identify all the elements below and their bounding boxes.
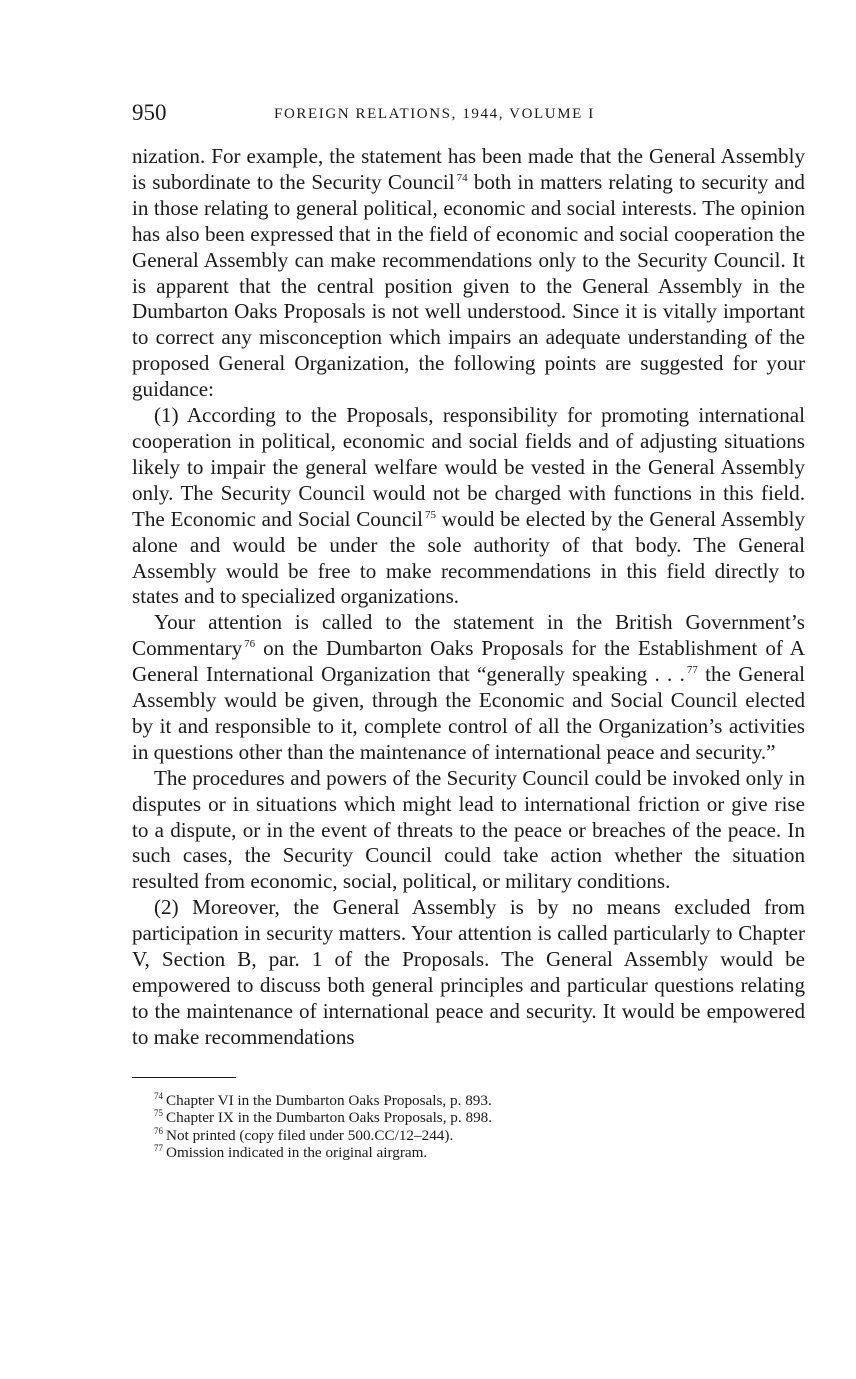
footnote-ref: 75 <box>425 508 437 521</box>
footnote-ref: 76 <box>244 638 256 651</box>
page-number: 950 <box>132 100 167 125</box>
paragraph: (1) According to the Proposals, responsibility for promoting international cooperation in political, economic and social fields and of adjusting situations likely to impair the general welfare would be vested in the General Assembly only. The Security Council would not be charged with functions in this field. The Economic and Social Council $^{75}$ would be elected by the General Assembly alone and would be under the sole authority of that body. The General Assembly would be free to make recommendations in this field directly to states and to specialized organizations. <box>132 403 805 609</box>
footnote-separator <box>132 1077 236 1078</box>
running-head: FOREIGN RELATIONS, 1944, VOLUME I <box>274 106 595 122</box>
document-page <box>132 100 805 1162</box>
footnotes <box>132 1092 805 1162</box>
paragraph: nization. For example, the statement has been made that the General Assembly is subordinate to the Security Council $^{74}$ both in matters relating to security and in those relating to general political, economic and social interests. The opinion has also been expressed that in the field of economic and social cooperation the General Assembly can make recommendations only to the Security Council. It is apparent that the central position given to the General Assembly in the Dumbarton Oaks Proposals is not well understood. Since it is vitally important to correct any misconception which impairs an adequate understanding of the proposed General Organization, the following points are suggested for your guidance: <box>132 144 805 402</box>
paragraph: Your attention is called to the statement in the British Government’s Commentary $^{76}$ on the Dumbarton Oaks Proposals for the Establishment of A General International Organization that “generally speaking . . . $^{77}$ the General Assembly would be given, through the Economic and Social Council elected by it and responsible to it, complete control of all the Organization’s activities in questions other than the maintenance of international peace and security.” <box>132 610 805 764</box>
footnote: $^{77}$ Omission indicated in the original airgram. <box>154 1143 428 1162</box>
footnote: $^{75}$ Chapter IX in the Dumbarton Oaks Proposals, p. 898. <box>154 1108 493 1127</box>
paragraph: The procedures and powers of the Security Council could be invoked only in disputes or in situations which might lead to international friction or give rise to a dispute, or in the event of threats to the peace or breaches of the peace. In such cases, the Security Council could take action whether the situation resulted from economic, social, political, or military conditions. <box>132 765 805 894</box>
footnote-ref: 74 <box>456 171 468 184</box>
footnote: $^{74}$ Chapter VI in the Dumbarton Oaks Proposals, p. 893. <box>154 1090 492 1109</box>
body-text <box>132 144 805 1051</box>
footnote-ref: 77 <box>686 664 698 677</box>
footnote: $^{76}$ Not printed (copy filed under 500.CC/12–244). <box>154 1125 454 1144</box>
paragraph: (2) Moreover, the General Assembly is by no means excluded from participation in security matters. Your attention is called particularly to Chapter V, Section B, par. 1 of the Proposals. The General Assembly would be empowered to discuss both general principles and particular questions relating to the maintenance of international peace and security. It would be empowered to make recommendations <box>132 895 805 1049</box>
page-header <box>132 100 805 130</box>
